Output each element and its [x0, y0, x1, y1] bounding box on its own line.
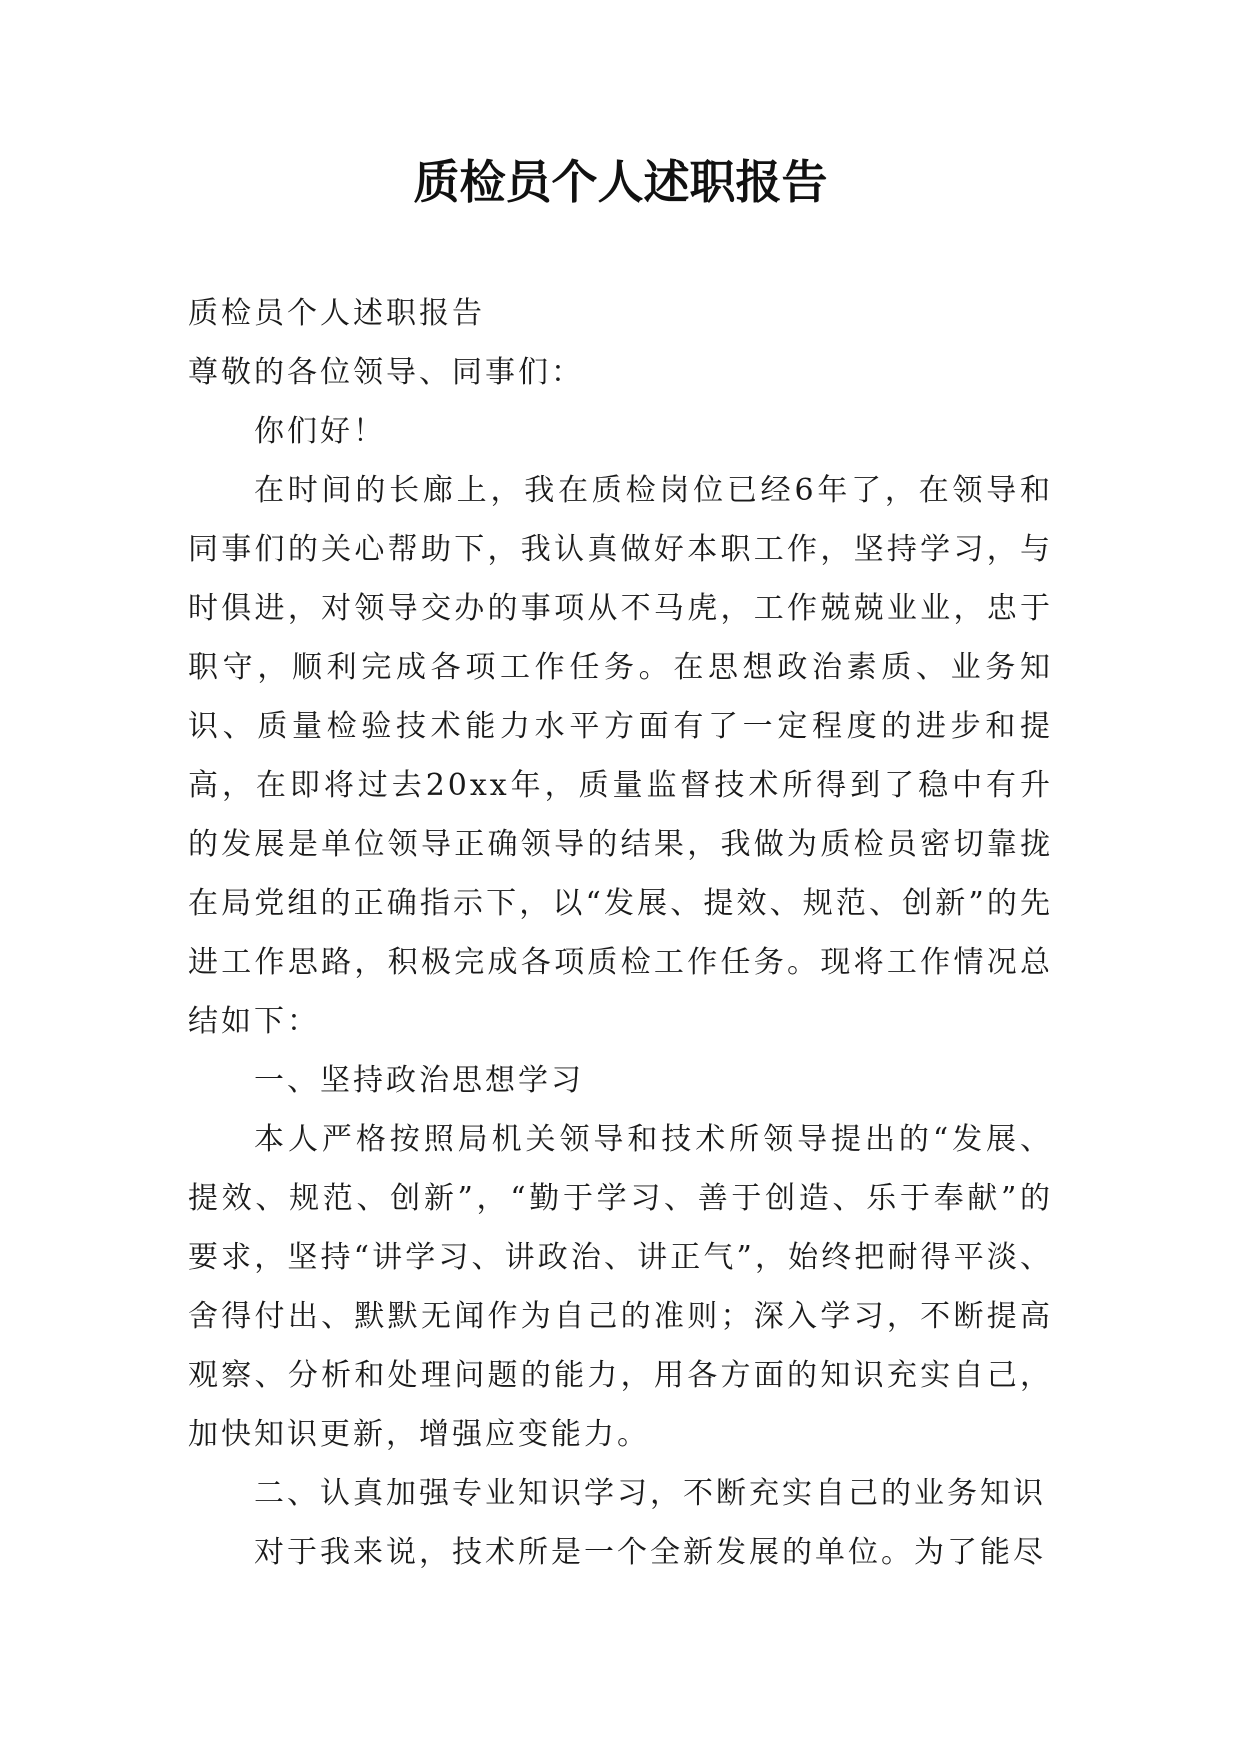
paragraph: 本人严格按照局机关领导和技术所领导提出的“发展、提效、规范、创新”，“勤于学习、善于创造、乐于奉献”的要求，坚持“讲学习、讲政治、讲正气”，始终把耐得平淡、舍得付出、默默无闻作为自己的准则；深入学习，不断提高观察、分析和处理问题的能力，用各方面的知识充实自己，加快知识更新，增强应变能力。 [188, 1122, 1053, 1452]
paragraph: 一、坚持政治思想学习 [254, 1063, 584, 1098]
paragraph: 二、认真加强专业知识学习，不断充实自己的业务知识 [254, 1476, 1046, 1511]
paragraph: 你们好！ [254, 414, 386, 449]
paragraph: 质检员个人述职报告 [188, 296, 485, 331]
document-title: 质检员个人述职报告 [413, 155, 828, 209]
paragraph: 在时间的长廊上，我在质检岗位已经6年了，在领导和同事们的关心帮助下，我认真做好本职工作，坚持学习，与时俱进，对领导交办的事项从不马虎，工作兢兢业业，忠于职守，顺利完成各项工作任务。在思想政治素质、业务知识、质量检验技术能力水平方面有了一定程度的进步和提高，在即将过去20xx年，质量监督技术所得到了稳中有升的发展是单位领导正确领导的结果，我做为质检员密切靠拢在局党组的正确指示下，以“发展、提效、规范、创新”的先进工作思路，积极完成各项质检工作任务。现将工作情况总结如下： [188, 473, 1053, 1039]
document-body [188, 284, 1053, 1582]
paragraph: 对于我来说，技术所是一个全新发展的单位。为了能尽 [254, 1535, 1046, 1570]
paragraph: 尊敬的各位领导、同事们： [188, 355, 584, 390]
